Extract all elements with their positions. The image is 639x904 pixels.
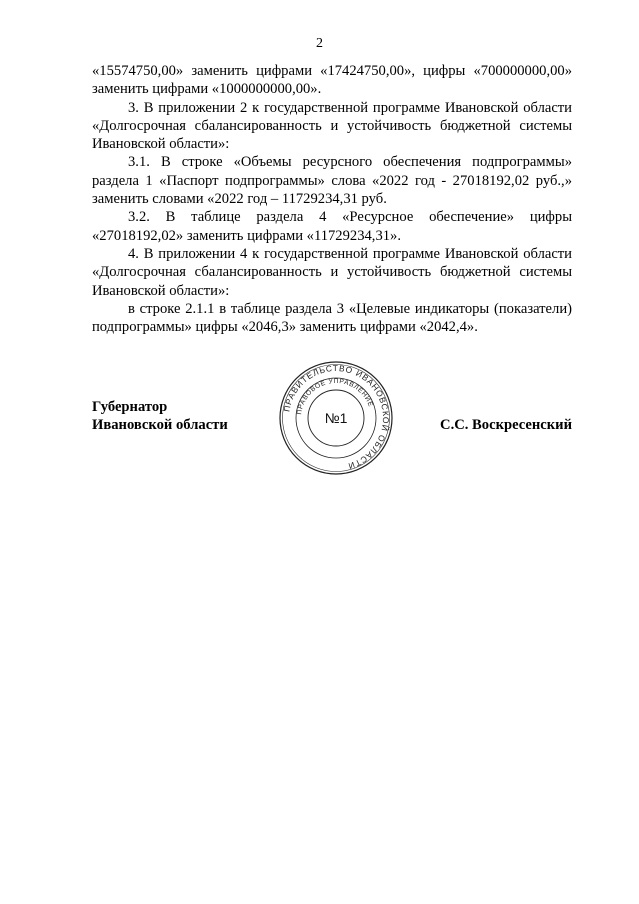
paragraph-continuation: «15574750,00» заменить цифрами «17424750,00», цифры «700000000,00» заменить цифрами «1000000000,00». (92, 63, 572, 98)
paragraph-item-3-1: 3.1. В строке «Объемы ресурсного обеспечения подпрограммы» раздела 1 «Паспорт подпрограммы» слова «2022 год - 27018192,02 руб.,» заменить словами «2022 год – 11729234,31 руб. (92, 154, 572, 208)
paragraph-item-3-2: 3.2. В таблице раздела 4 «Ресурсное обеспечение» цифры «27018192,02» заменить цифрами «11729234,31». (92, 209, 572, 244)
paragraph-item-3: 3. В приложении 2 к государственной программе Ивановской области «Долгосрочная сбалансированность и устойчивость бюджетной системы Ивановской области»: (92, 99, 572, 153)
official-stamp (278, 360, 394, 476)
stamp-center-number: №1 (324, 410, 348, 426)
signature-title-line1: Губернатор (92, 399, 168, 415)
stamp-outer-text: ПРАВИТЕЛЬСТВО ИВАНОВСКОЙ ОБЛАСТИ (281, 362, 392, 472)
signature-title (92, 398, 228, 435)
paragraph-item-4-detail: в строке 2.1.1 в таблице раздела 3 «Целевые индикаторы (показатели) подпрограммы» цифры «2046,3» заменить цифрами «2042,4». (92, 300, 572, 336)
signatory-name: С.С. Воскресенский (440, 417, 572, 433)
paragraph-item-4: 4. В приложении 4 к государственной программе Ивановской области «Долгосрочная сбалансированность и устойчивость бюджетной системы Ивановской области»: (92, 245, 572, 299)
signature-title-line2: Ивановской области (92, 417, 228, 434)
stamp-inner-text: ПРАВОВОЕ УПРАВЛЕНИЕ (296, 377, 375, 416)
document-body (92, 62, 572, 336)
page-number: 2 (316, 36, 323, 51)
